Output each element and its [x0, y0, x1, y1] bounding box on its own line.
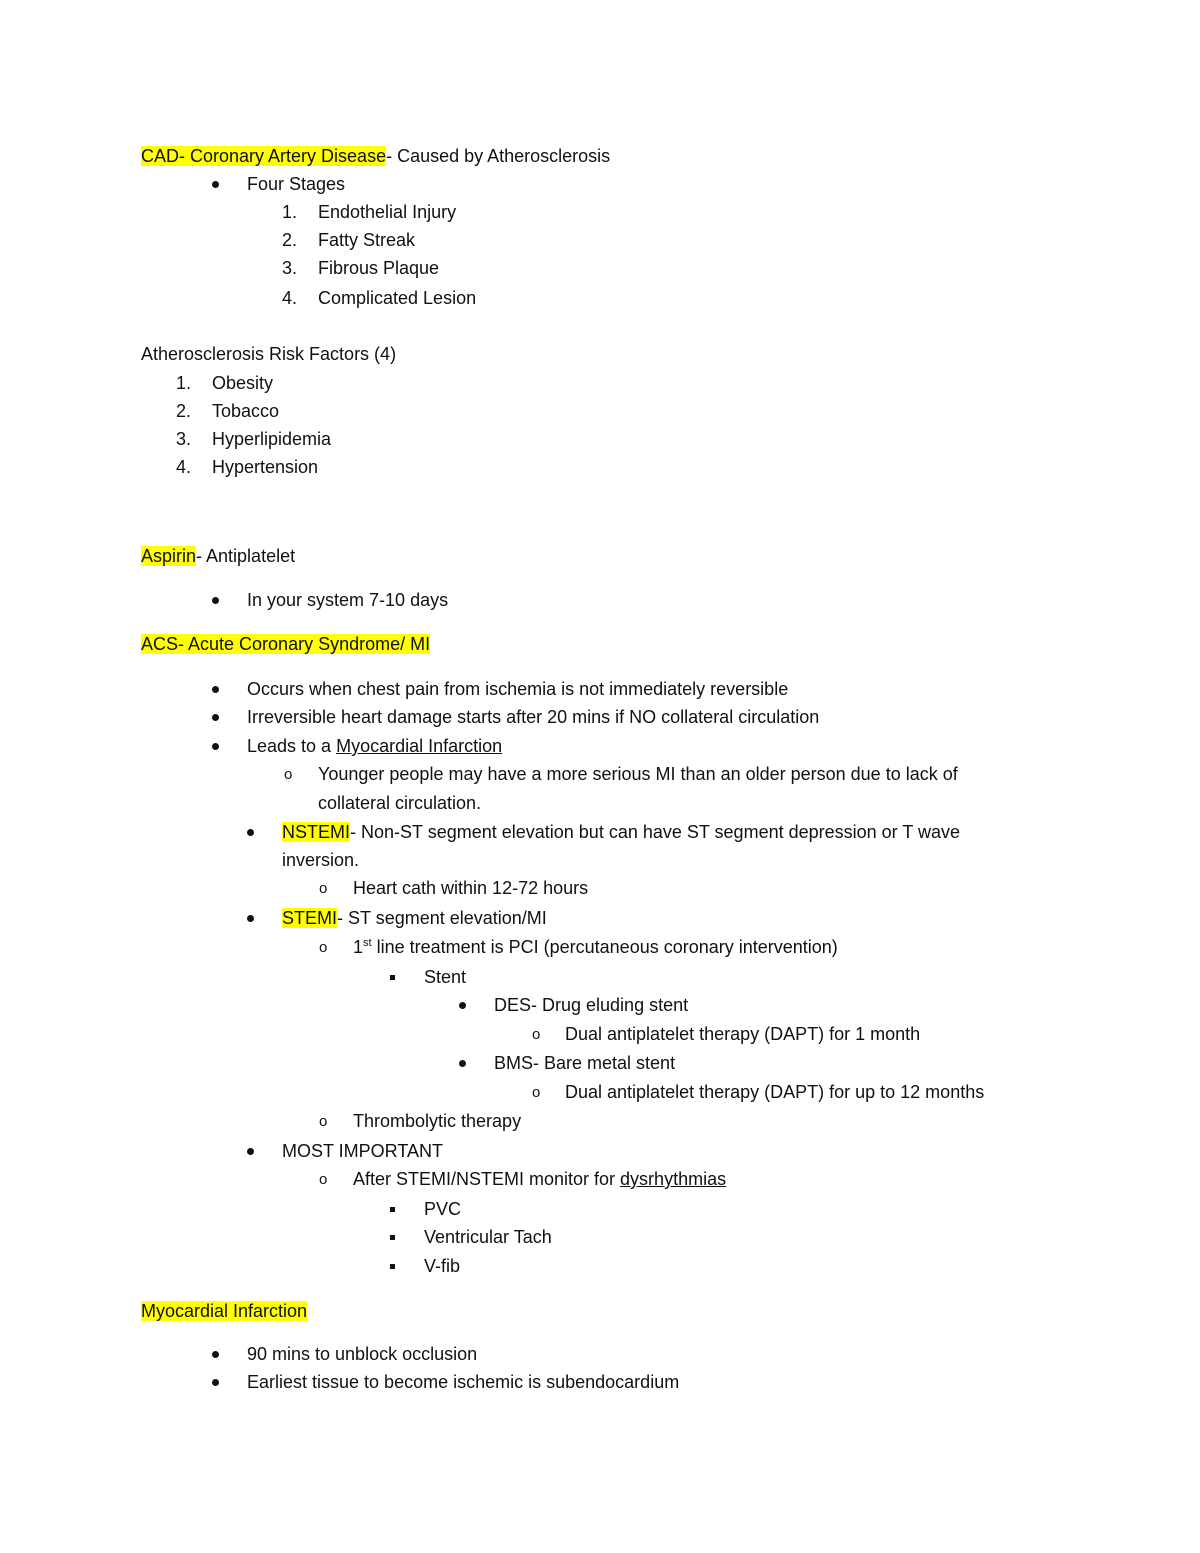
nstemi-line1	[282, 821, 960, 843]
stage-item: Complicated Lesion	[318, 288, 477, 308]
bullet-icon	[212, 1343, 219, 1365]
square-bullet-icon	[390, 966, 395, 988]
mi-item: 90 mins to unblock occlusion	[247, 1344, 478, 1364]
risk-item: Hyperlipidemia	[212, 429, 332, 449]
mi-heading-line	[141, 1300, 307, 1322]
dys-item: PVC	[424, 1199, 462, 1219]
nstemi-rest: - Non-ST segment elevation but can have ST segment depression or T wave	[350, 822, 961, 842]
stemi-rest: - ST segment elevation/MI	[337, 908, 547, 928]
dys-item: Ventricular Tach	[424, 1227, 552, 1247]
acs-heading-line	[141, 633, 430, 655]
bullet-icon	[212, 678, 219, 700]
risk-number: 2.	[176, 401, 192, 421]
bullet-icon	[459, 994, 466, 1016]
bullet-icon	[212, 1371, 219, 1393]
risk-number: 4.	[176, 457, 192, 477]
circle-bullet-icon: o	[319, 1113, 328, 1130]
square-bullet-icon	[390, 1255, 395, 1277]
circle-bullet-icon: o	[284, 766, 293, 783]
risk-heading: Atherosclerosis Risk Factors (4)	[141, 344, 397, 364]
acs-bullet-pre: Leads to a	[247, 736, 337, 756]
cad-heading-line	[141, 145, 610, 167]
nstemi-sub: Heart cath within 12-72 hours	[353, 878, 589, 898]
bms-item: BMS- Bare metal stent	[494, 1053, 676, 1073]
stage-item: Fibrous Plaque	[318, 258, 440, 278]
circle-bullet-icon: o	[532, 1084, 541, 1101]
bullet-icon	[247, 907, 254, 929]
circle-bullet-icon: o	[319, 939, 328, 956]
stemi-line	[282, 907, 547, 929]
acs-heading: ACS- Acute Coronary Syndrome/ MI	[141, 634, 431, 654]
stemi-sub-rest: line treatment is PCI (percutaneous coronary intervention)	[371, 937, 838, 957]
mi-heading: Myocardial Infarction	[141, 1301, 308, 1321]
risk-item: Hypertension	[212, 457, 319, 477]
stemi-sub-sup: st	[363, 937, 372, 949]
bullet-icon	[212, 173, 219, 195]
square-bullet-icon	[390, 1198, 395, 1220]
bms-sub: Dual antiplatelet therapy (DAPT) for up to 12 months	[565, 1082, 985, 1102]
stemi-label: STEMI	[282, 908, 338, 928]
stage-number: 1.	[282, 202, 298, 222]
des-sub: Dual antiplatelet therapy (DAPT) for 1 month	[565, 1024, 921, 1044]
stent-item: Stent	[424, 967, 467, 987]
stemi-sub	[353, 936, 838, 958]
circle-bullet-icon: o	[532, 1026, 541, 1043]
nstemi-label: NSTEMI	[282, 822, 351, 842]
des-item: DES- Drug eluding stent	[494, 995, 689, 1015]
cad-heading: CAD- Coronary Artery Disease	[141, 146, 387, 166]
risk-item: Tobacco	[212, 401, 280, 421]
bullet-icon	[247, 821, 254, 843]
acs-bullet-mi	[247, 735, 502, 757]
cad-heading-rest: - Caused by Atherosclerosis	[386, 146, 611, 166]
dys-item: V-fib	[424, 1256, 461, 1276]
dysrhythmias-text: dysrhythmias	[620, 1169, 727, 1189]
circle-bullet-icon: o	[319, 1171, 328, 1188]
aspirin-heading: Aspirin	[141, 546, 197, 566]
stages-label: Four Stages	[247, 174, 346, 194]
mi-item: Earliest tissue to become ischemic is subendocardium	[247, 1372, 680, 1392]
acs-sub-line2: collateral circulation.	[318, 793, 482, 813]
risk-item: Obesity	[212, 373, 274, 393]
aspirin-heading-rest: - Antiplatelet	[196, 546, 296, 566]
mi-link-text: Myocardial Infarction	[336, 736, 503, 756]
stage-number: 2.	[282, 230, 298, 250]
stemi-sub-pre: 1	[353, 937, 364, 957]
after-pre: After STEMI/NSTEMI monitor for	[353, 1169, 621, 1189]
bullet-icon	[247, 1140, 254, 1162]
square-bullet-icon	[390, 1226, 395, 1248]
bullet-icon	[459, 1052, 466, 1074]
acs-sub-line1: Younger people may have a more serious MI than an older person due to lack of	[318, 764, 958, 784]
bullet-icon	[212, 589, 219, 611]
bullet-icon	[212, 706, 219, 728]
risk-number: 1.	[176, 373, 192, 393]
circle-bullet-icon: o	[319, 880, 328, 897]
bullet-icon	[212, 735, 219, 757]
stage-number: 4.	[282, 288, 298, 308]
most-important: MOST IMPORTANT	[282, 1141, 444, 1161]
stage-item: Fatty Streak	[318, 230, 416, 250]
acs-bullet: Occurs when chest pain from ischemia is not immediately reversible	[247, 679, 789, 699]
after-stemi-line	[353, 1168, 726, 1190]
aspirin-heading-line	[141, 545, 295, 567]
stage-number: 3.	[282, 258, 298, 278]
risk-number: 3.	[176, 429, 192, 449]
acs-bullet: Irreversible heart damage starts after 20 mins if NO collateral circulation	[247, 707, 820, 727]
nstemi-line2: inversion.	[282, 850, 360, 870]
stage-item: Endothelial Injury	[318, 202, 457, 222]
thrombolytic-item: Thrombolytic therapy	[353, 1111, 522, 1131]
aspirin-item: In your system 7-10 days	[247, 590, 449, 610]
